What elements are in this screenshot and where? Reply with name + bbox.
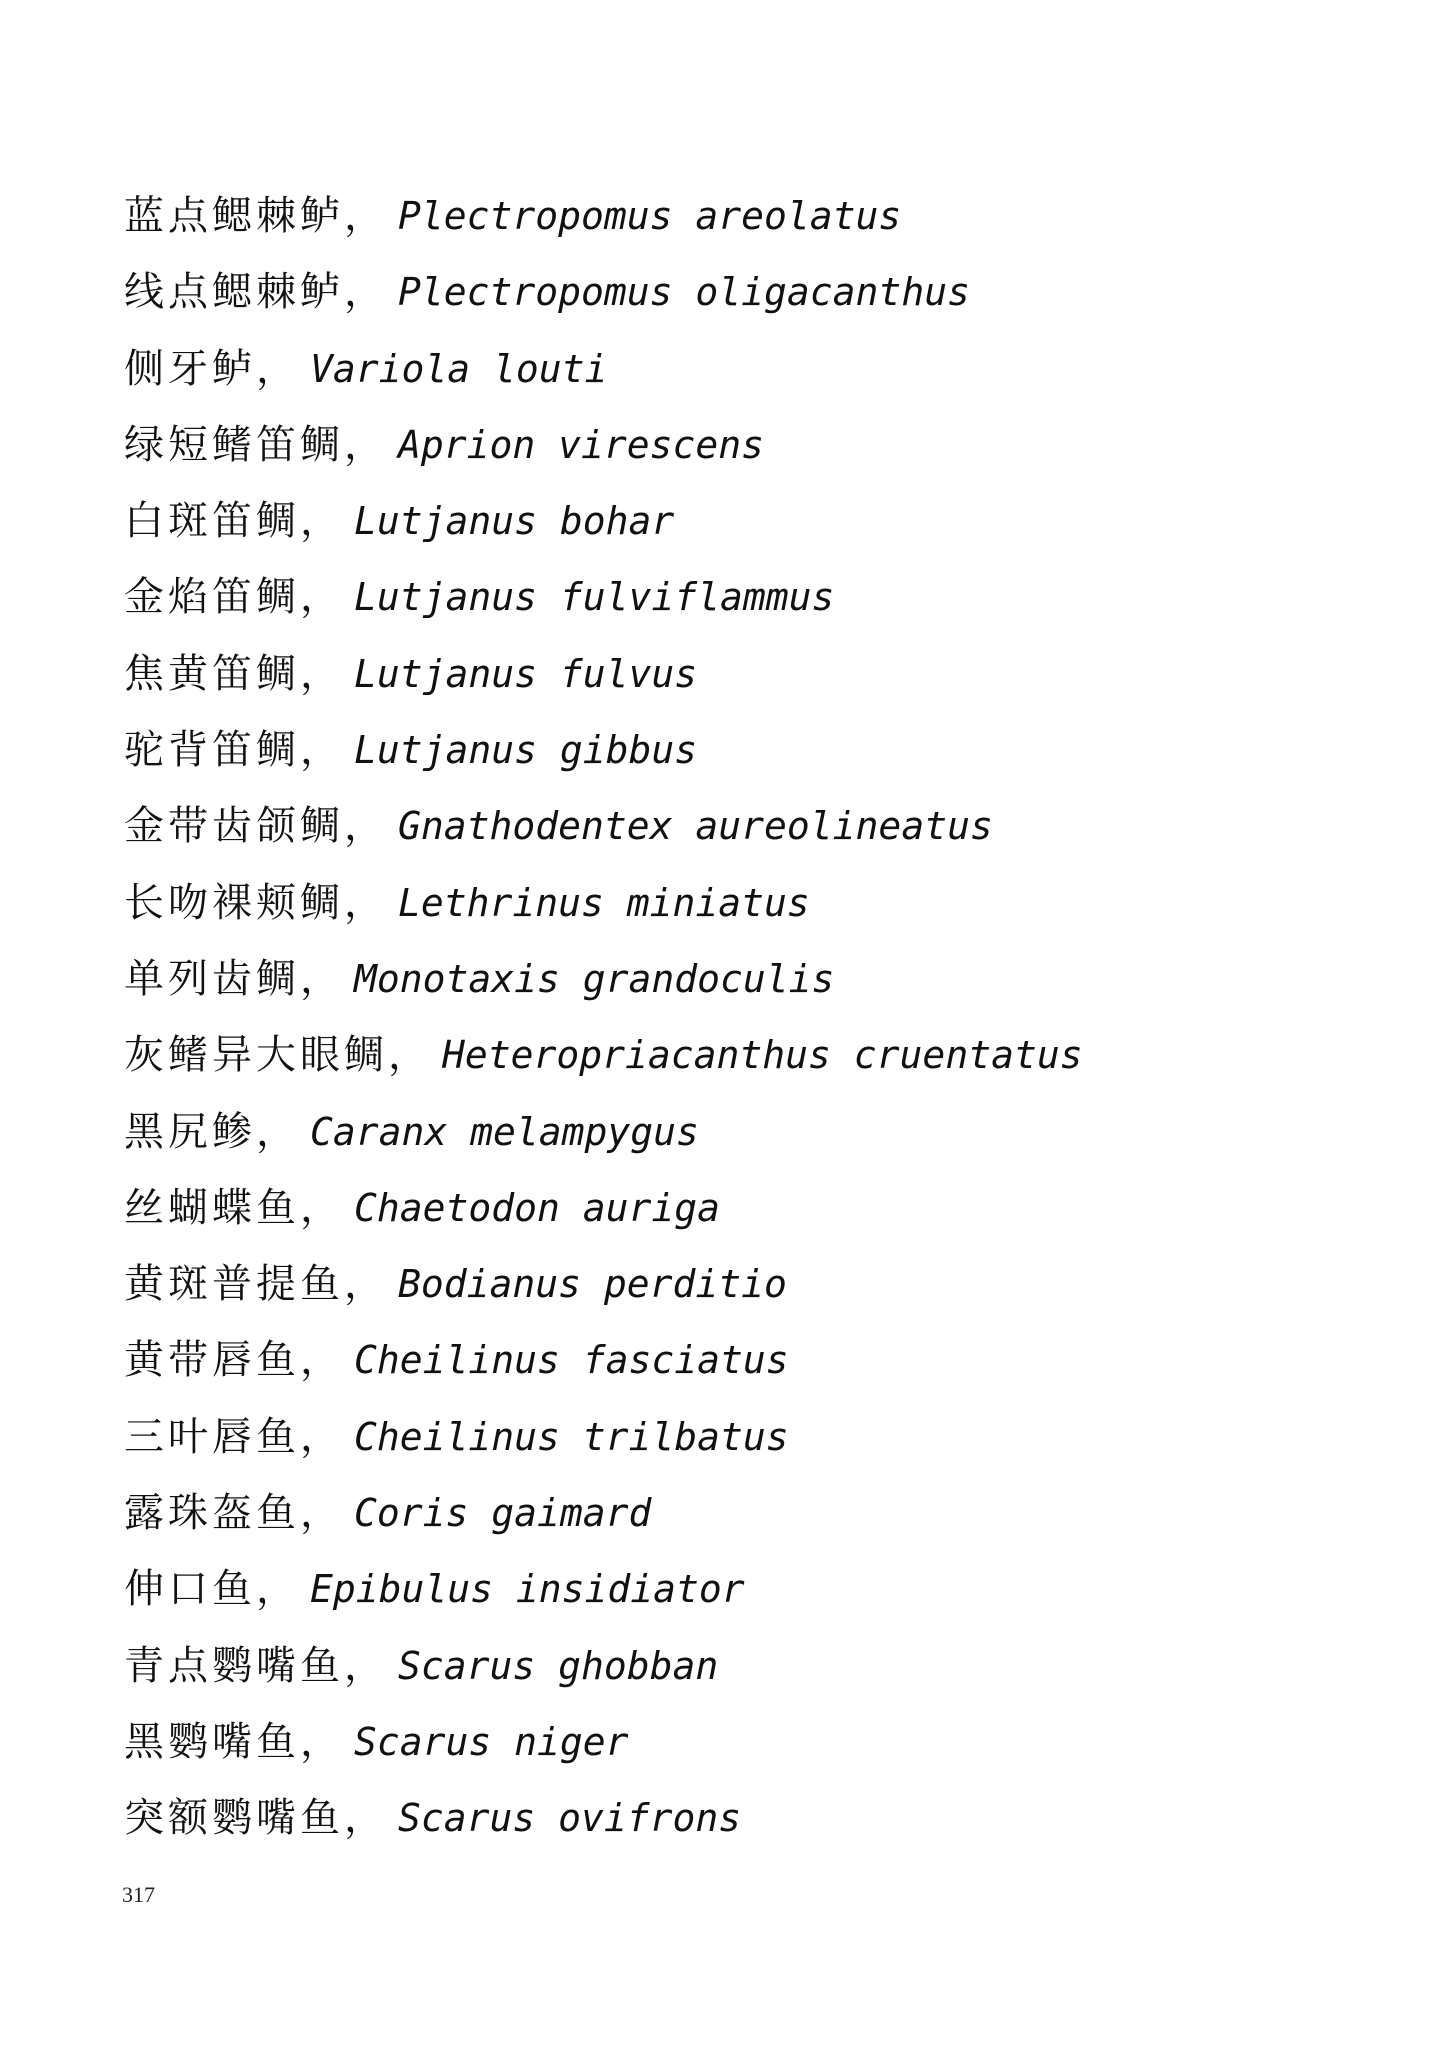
separator: ， (300, 650, 340, 697)
species-entry (124, 1475, 1083, 1551)
scientific-name: Variola louti (310, 346, 608, 391)
separator: ， (300, 727, 340, 774)
separator: ， (300, 574, 340, 621)
species-entry (124, 1170, 1083, 1246)
species-entry (124, 1628, 1083, 1704)
separator: ， (344, 879, 384, 926)
separator: ， (388, 1032, 428, 1079)
chinese-name: 丝蝴蝶鱼 (124, 1184, 300, 1231)
scientific-name: Aprion virescens (398, 422, 765, 467)
separator: ， (300, 955, 340, 1002)
separator: ， (344, 421, 384, 468)
chinese-name: 焦黄笛鲷 (124, 650, 300, 697)
chinese-name: 三叶唇鱼 (124, 1413, 300, 1460)
scientific-name: Chaetodon auriga (354, 1185, 721, 1230)
scientific-name: Monotaxis grandoculis (354, 956, 835, 1001)
separator: ， (300, 498, 340, 545)
separator: ， (256, 345, 296, 392)
species-entry (124, 788, 1083, 864)
separator: ， (344, 1642, 384, 1689)
scientific-name: Epibulus insidiator (310, 1567, 745, 1612)
scientific-name: Scarus ovifrons (398, 1796, 742, 1841)
separator: ， (300, 1490, 340, 1537)
species-entry (124, 1322, 1083, 1398)
scientific-name: Heteropriacanthus cruentatus (442, 1033, 1083, 1078)
separator: ， (344, 269, 384, 316)
species-entry (124, 712, 1083, 788)
chinese-name: 线点鳃棘鲈 (124, 269, 344, 316)
separator: ， (256, 1566, 296, 1613)
scientific-name: Lethrinus miniatus (398, 880, 810, 925)
separator: ， (300, 1718, 340, 1765)
scientific-name: Plectropomus oligacanthus (398, 270, 970, 315)
chinese-name: 黑尻鲹 (124, 1108, 256, 1155)
separator: ， (300, 1184, 340, 1231)
species-entry (124, 1551, 1083, 1627)
chinese-name: 伸口鱼 (124, 1566, 256, 1613)
chinese-name: 白斑笛鲷 (124, 498, 300, 545)
chinese-name: 露珠盔鱼 (124, 1490, 300, 1537)
scientific-name: Cheilinus fasciatus (354, 1338, 789, 1383)
chinese-name: 灰鳍异大眼鲷 (124, 1032, 388, 1079)
chinese-name: 驼背笛鲷 (124, 727, 300, 774)
chinese-name: 突额鹦嘴鱼 (124, 1795, 344, 1842)
scientific-name: Plectropomus areolatus (398, 194, 902, 238)
scientific-name: Bodianus perditio (398, 1262, 787, 1307)
species-entry (124, 483, 1083, 559)
scientific-name: Scarus niger (354, 1719, 629, 1764)
separator: ， (344, 803, 384, 850)
scientific-name: Lutjanus gibbus (354, 728, 698, 773)
scientific-name: Lutjanus fulviflammus (354, 575, 835, 620)
page-number: 317 (122, 1882, 155, 1907)
chinese-name: 金焰笛鲷 (124, 574, 300, 621)
chinese-name: 青点鹦嘴鱼 (124, 1642, 344, 1689)
species-entry (124, 178, 1083, 254)
species-entry (124, 254, 1083, 330)
scientific-name: Gnathodentex aureolineatus (398, 804, 993, 849)
separator: ， (300, 1337, 340, 1384)
scientific-name: Lutjanus fulvus (354, 651, 698, 696)
chinese-name: 黑鹦嘴鱼 (124, 1718, 300, 1765)
scientific-name: Scarus ghobban (398, 1643, 719, 1688)
species-entry (124, 1017, 1083, 1093)
separator: ， (344, 1261, 384, 1308)
species-entry (124, 865, 1083, 941)
species-entry (124, 1780, 1083, 1856)
chinese-name: 蓝点鳃棘鲈 (124, 193, 344, 239)
chinese-name: 单列齿鲷 (124, 955, 300, 1002)
scientific-name: Cheilinus trilbatus (354, 1414, 789, 1459)
scientific-name: Caranx melampygus (310, 1109, 699, 1154)
species-entry (124, 941, 1083, 1017)
species-entry (124, 636, 1083, 712)
species-entry (124, 1094, 1083, 1170)
species-entry (124, 1246, 1083, 1322)
chinese-name: 黄带唇鱼 (124, 1337, 300, 1384)
chinese-name: 黄斑普提鱼 (124, 1261, 344, 1308)
separator: ， (344, 1795, 384, 1842)
separator: ， (300, 1413, 340, 1460)
scientific-name: Coris gaimard (354, 1491, 652, 1536)
scientific-name: Lutjanus bohar (354, 499, 675, 544)
species-entry (124, 407, 1083, 483)
chinese-name: 侧牙鲈 (124, 345, 256, 392)
species-entry (124, 1704, 1083, 1780)
chinese-name: 金带齿颌鲷 (124, 803, 344, 850)
chinese-name: 长吻裸颊鲷 (124, 879, 344, 926)
species-entry (124, 1399, 1083, 1475)
separator: ， (344, 193, 384, 239)
chinese-name: 绿短鳍笛鲷 (124, 421, 344, 468)
species-entry (124, 559, 1083, 635)
separator: ， (256, 1108, 296, 1155)
species-entry (124, 331, 1083, 407)
species-list (124, 178, 1083, 1857)
